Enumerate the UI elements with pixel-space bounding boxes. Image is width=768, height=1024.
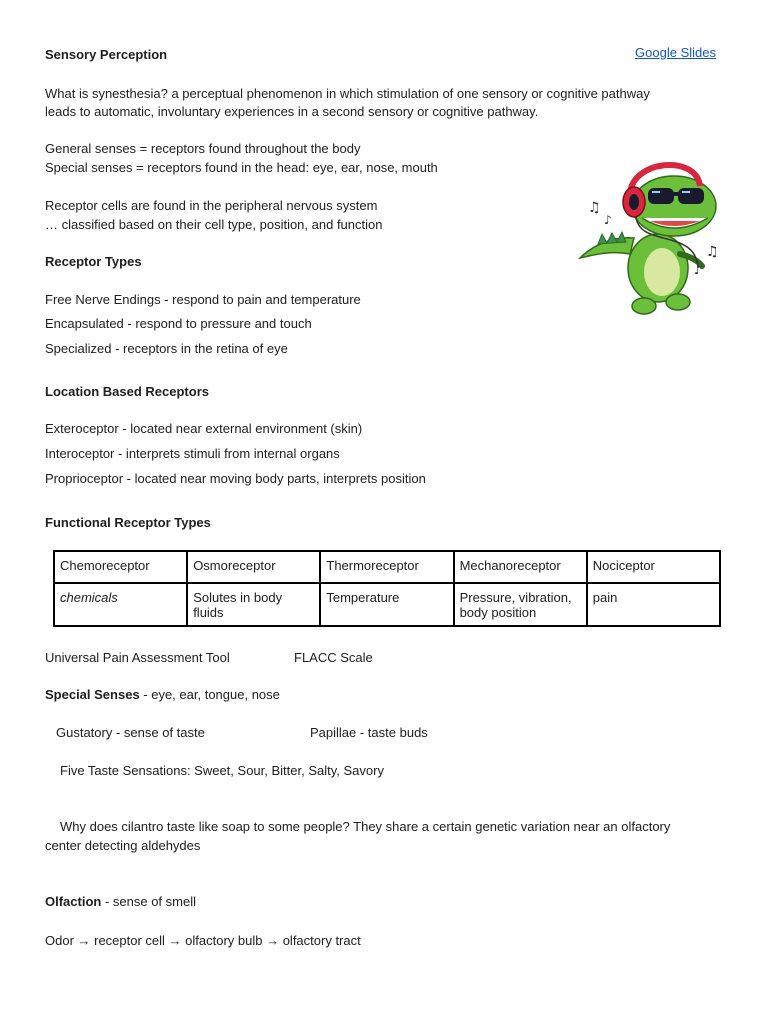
table-cell: Pressure, vibration, body position	[454, 583, 587, 626]
table-header-cell: Mechanoreceptor	[454, 551, 587, 583]
olfaction-label: Olfaction	[45, 894, 102, 909]
special-senses-line	[45, 685, 280, 704]
table-row	[54, 583, 720, 626]
location-receptor-item: Interoceptor - interprets stimuli from internal organs	[45, 446, 340, 461]
page-title: Sensory Perception	[45, 47, 168, 62]
olfaction-text: - sense of smell	[101, 894, 196, 909]
cilantro-line-2: center detecting aldehydes	[45, 838, 201, 853]
olfaction-line	[45, 892, 196, 911]
flacc-scale: FLACC Scale	[294, 650, 373, 665]
location-receptors-heading: Location Based Receptors	[45, 384, 209, 399]
cilantro-line-1: Why does cilantro taste like soap to some people? They share a certain genetic variation near an olfactory	[60, 819, 671, 834]
general-senses: General senses = receptors found throughout the body	[45, 141, 361, 156]
receptor-cells-line-1: Receptor cells are found in the peripheral nervous system	[45, 198, 378, 213]
synesthesia-line-1: What is synesthesia? a perceptual phenomenon in which stimulation of one sensory or cognitive pathway	[45, 86, 650, 101]
olfactory-pathway: Odor → receptor cell → olfactory bulb → olfactory tract	[45, 933, 361, 948]
svg-text:♪: ♪	[694, 263, 702, 277]
synesthesia-line-2: leads to automatic, involuntary experiences in a second sensory or cognitive pathway.	[45, 104, 539, 119]
receptor-type-item: Free Nerve Endings - respond to pain and temperature	[45, 292, 361, 307]
receptor-type-item: Encapsulated - respond to pressure and touch	[45, 316, 312, 331]
table-header-cell: Thermoreceptor	[320, 551, 453, 583]
svg-text:♫: ♫	[706, 244, 719, 260]
table-cell: Solutes in body fluids	[187, 583, 320, 626]
receptor-types-heading: Receptor Types	[45, 254, 142, 269]
location-receptor-item: Exteroceptor - located near external environment (skin)	[45, 421, 363, 436]
location-receptor-item: Proprioceptor - located near moving body parts, interprets position	[45, 471, 426, 486]
svg-text:♫: ♫	[588, 200, 601, 216]
functional-receptor-table	[53, 550, 721, 627]
special-senses-label: Special Senses	[45, 687, 140, 702]
table-header-cell: Osmoreceptor	[187, 551, 320, 583]
table-header-cell: Nociceptor	[587, 551, 720, 583]
papillae-text: Papillae - taste buds	[310, 725, 428, 740]
table-header-row	[54, 551, 720, 583]
pain-assessment-tool: Universal Pain Assessment Tool	[45, 650, 230, 665]
dinosaur-headphones-icon	[578, 158, 728, 320]
special-senses-text: - eye, ear, tongue, nose	[139, 687, 280, 702]
receptor-cells-line-2: … classified based on their cell type, position, and function	[45, 217, 383, 232]
receptor-type-item: Specialized - receptors in the retina of eye	[45, 341, 288, 356]
table-cell: pain	[587, 583, 720, 626]
google-slides-link[interactable]: Google Slides	[635, 45, 716, 60]
functional-receptor-heading: Functional Receptor Types	[45, 515, 211, 530]
svg-text:♪: ♪	[604, 213, 612, 227]
special-senses-definition: Special senses = receptors found in the head: eye, ear, nose, mouth	[45, 160, 438, 175]
gustatory-text: Gustatory - sense of taste	[56, 725, 205, 740]
table-cell: Temperature	[320, 583, 453, 626]
table-cell: chemicals	[54, 583, 187, 626]
table-header-cell: Chemoreceptor	[54, 551, 187, 583]
taste-sensations: Five Taste Sensations: Sweet, Sour, Bitter, Salty, Savory	[60, 763, 384, 778]
